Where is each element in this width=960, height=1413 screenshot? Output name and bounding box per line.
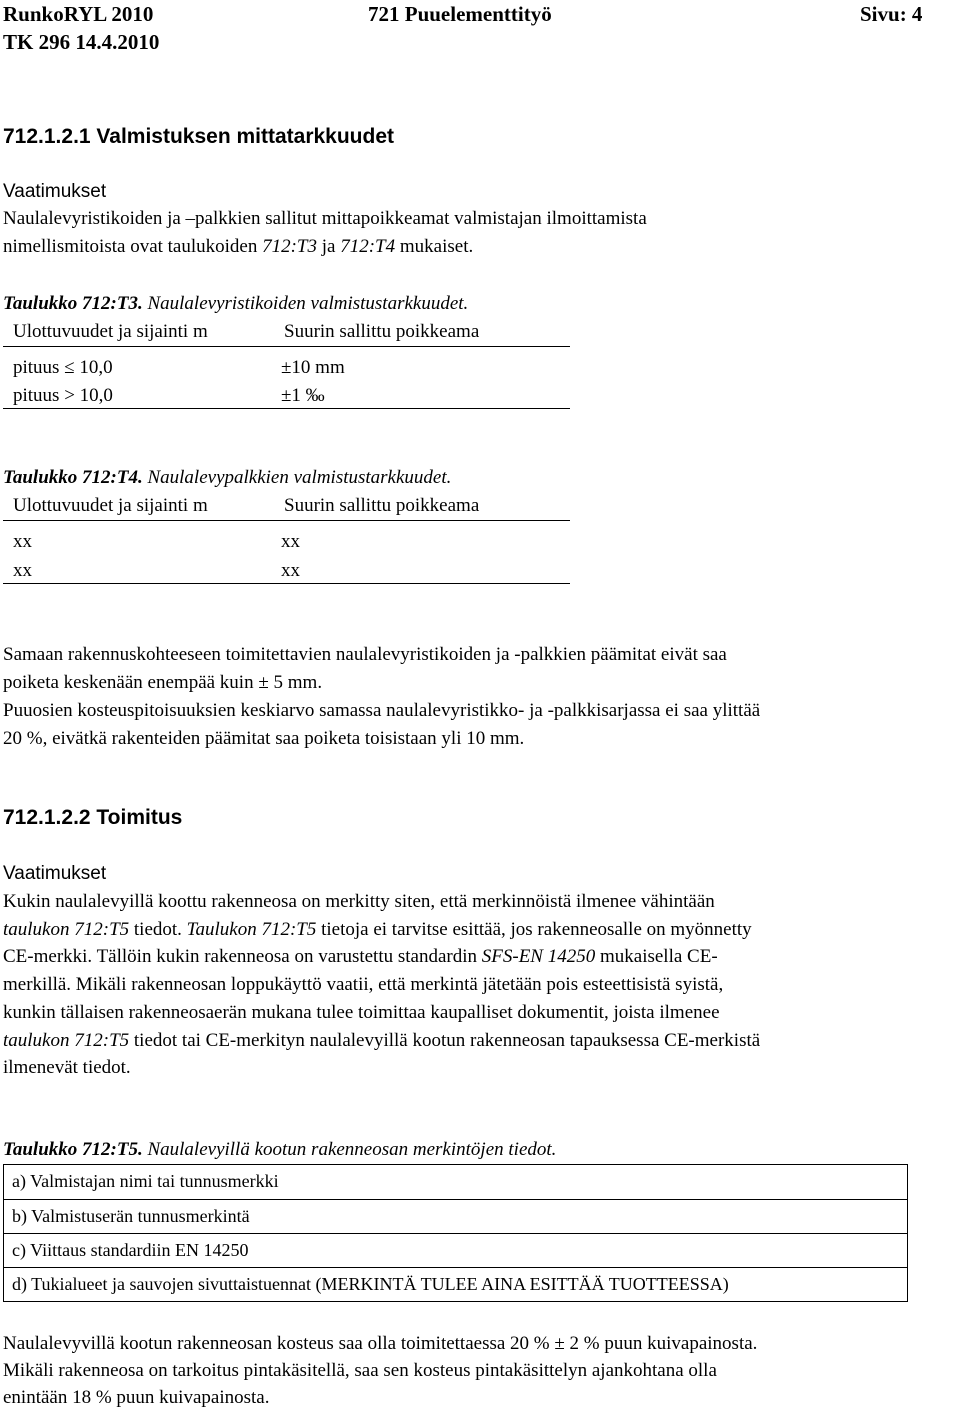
paragraph-line: Naulalevyristikoiden ja –palkkien sallitut mittapoikkeamat valmistajan ilmoittamista (3, 208, 647, 229)
header-page-number: Sivu: 4 (860, 2, 923, 26)
paragraph-line: kunkin tällaisen rakenneosaerän mukana tulee toimittaa kaupalliset dokumentit, joista ilmenee (3, 1002, 720, 1023)
table-rule (3, 583, 570, 584)
table-t4-cell: xx (281, 560, 300, 581)
paragraph-line: poiketa keskenään enempää kuin ± 5 mm. (3, 672, 323, 693)
paragraph-line: 20 %, eivätkä rakenteiden päämitat saa poiketa toisistaan yli 10 mm. (3, 728, 525, 749)
table-t3-col1-header: Ulottuvuudet ja sijainti m (13, 321, 208, 342)
table-t5-row: b) Valmistuserän tunnusmerkintä (4, 1199, 907, 1234)
paragraph-line: Mikäli rakenneosa on tarkoitus pintakäsitellä, saa sen kosteus pintakäsittelyn ajankohtana olla (3, 1360, 717, 1381)
table-t3-cell: ±1 ‰ (281, 385, 325, 406)
header-left-line1: RunkoRYL 2010 (3, 2, 154, 26)
table-rule (3, 408, 570, 409)
table-t4-col1-header: Ulottuvuudet ja sijainti m (13, 495, 208, 516)
paragraph-line: CE-merkki. Tällöin kukin rakenneosa on varustettu standardin SFS-EN 14250 mukaisella CE- (3, 946, 718, 967)
table-t3-col2-header: Suurin sallittu poikkeama (284, 321, 480, 342)
table-t3-cell: pituus ≤ 10,0 (13, 357, 113, 378)
table-t5-row: c) Viittaus standardiin EN 14250 (4, 1233, 907, 1268)
table-t5-caption: Taulukko 712:T5. Naulalevyillä kootun rakenneosan merkintöjen tiedot. (3, 1139, 557, 1160)
table-rule (3, 346, 570, 347)
table-t5-row: a) Valmistajan nimi tai tunnusmerkki (4, 1164, 907, 1199)
paragraph-line: Samaan rakennuskohteeseen toimitettavien naulalevyristikoiden ja -palkkien päämitat eivät saa (3, 644, 727, 665)
table-t3-cell: ±10 mm (281, 357, 345, 378)
table-t5-row: d) Tukialueet ja sauvojen sivuttaistuennat (MERKINTÄ TULEE AINA ESITTÄÄ TUOTTEESSA) (4, 1267, 907, 1302)
subheading-requirements-1: Vaatimukset (3, 181, 107, 202)
table-t4-cell: xx (13, 531, 32, 552)
subheading-requirements-2: Vaatimukset (3, 863, 107, 884)
table-rule (3, 520, 570, 521)
paragraph-line: taulukon 712:T5 tiedot. Taulukon 712:T5 tietoja ei tarvitse esittää, jos rakenneosalle on myönnetty (3, 919, 752, 940)
table-t3-caption: Taulukko 712:T3. Naulalevyristikoiden valmistustarkkuudet. (3, 293, 469, 314)
paragraph-line: merkillä. Mikäli rakenneosan loppukäyttö vaatii, että merkintä jätetään pois esteettisistä syistä, (3, 974, 724, 995)
paragraph-line: nimellismitoista ovat taulukoiden 712:T3 ja 712:T4 mukaiset. (3, 236, 474, 257)
table-t4-cell: xx (281, 531, 300, 552)
section-heading-2: 712.1.2.2 Toimitus (3, 806, 183, 829)
paragraph-line: taulukon 712:T5 tiedot tai CE-merkityn naulalevyillä kootun rakenneosan tapauksessa CE-merkistä (3, 1030, 761, 1051)
paragraph-line: ilmenevät tiedot. (3, 1057, 131, 1078)
table-t3-cell: pituus > 10,0 (13, 385, 113, 406)
table-t4-col2-header: Suurin sallittu poikkeama (284, 495, 480, 516)
paragraph-line: enintään 18 % puun kuivapainosta. (3, 1387, 270, 1408)
paragraph-line: Kukin naulalevyillä koottu rakenneosa on merkitty siten, että merkinnöistä ilmenee vähintään (3, 891, 715, 912)
header-left-line2: TK 296 14.4.2010 (3, 30, 160, 54)
table-t5 (3, 1164, 908, 1302)
header-center: 721 Puuelementtityö (368, 2, 552, 26)
table-t4-cell: xx (13, 560, 32, 581)
paragraph-line: Naulalevyvillä kootun rakenneosan kosteus saa olla toimitettaessa 20 % ± 2 % puun kuivapainosta. (3, 1333, 758, 1354)
paragraph-line: Puuosien kosteuspitoisuuksien keskiarvo samassa naulalevyristikko- ja -palkkisarjassa ei saa ylittää (3, 700, 761, 721)
section-heading-1: 712.1.2.1 Valmistuksen mittatarkkuudet (3, 125, 395, 148)
table-t4-caption: Taulukko 712:T4. Naulalevypalkkien valmistustarkkuudet. (3, 467, 452, 488)
